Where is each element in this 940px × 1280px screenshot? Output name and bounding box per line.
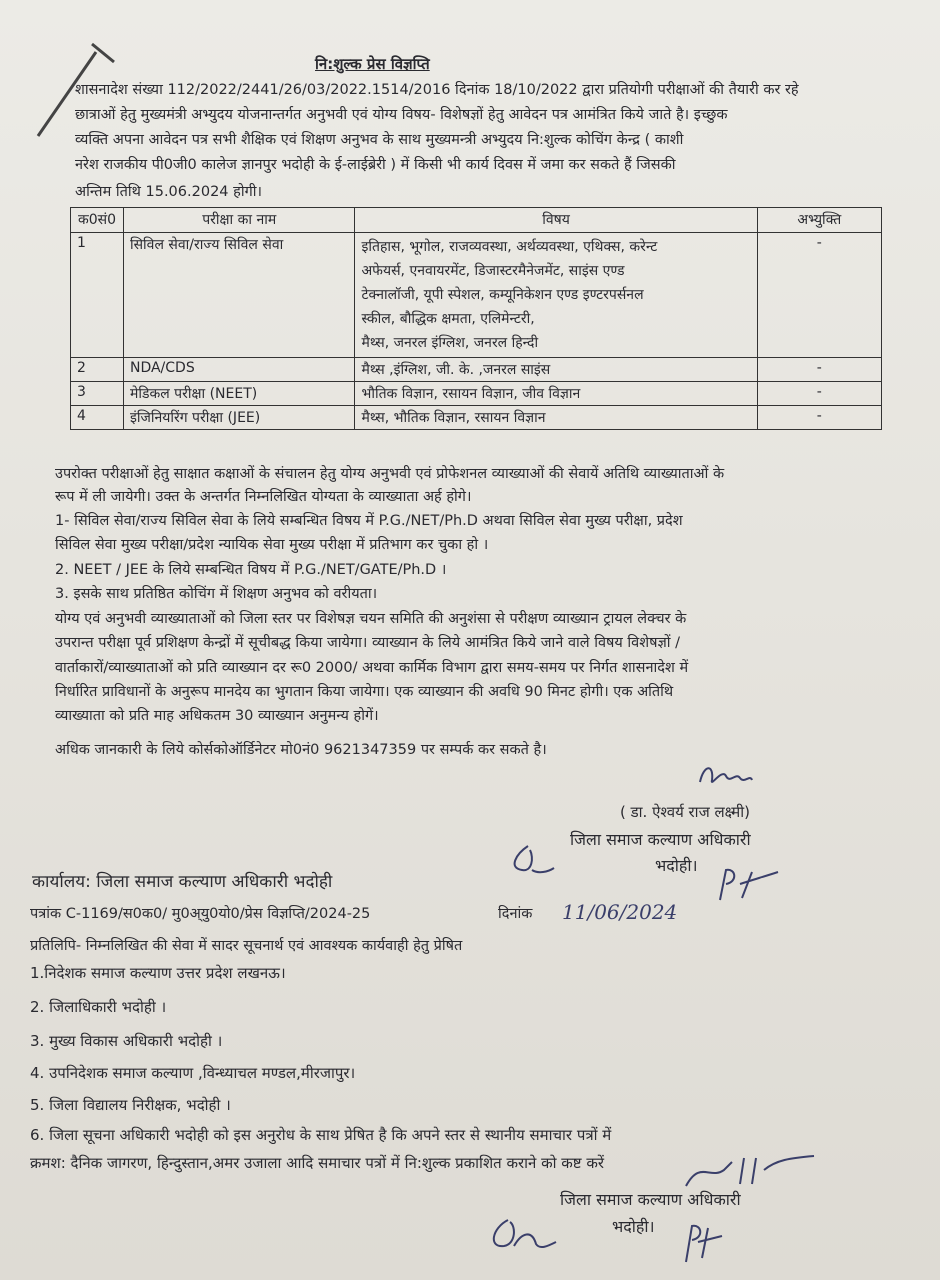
subject-line: अफेयर्स, एनवायरमेंट, डिजास्टरमैनेजमेंट, साइंस एण्ड <box>361 263 625 279</box>
list-item: 4. उपनिदेशक समाज कल्याण ,विन्ध्याचल मण्डल,मीरजापुर। <box>30 1064 356 1082</box>
body-line: उपरान्त परीक्षा पूर्व प्रशिक्षण केन्द्रों में सूचीबद्ध किया जायेगा। व्याख्यान के लिये आमंत्रित किये जाने वाले विषय विशेषज्ञों / <box>55 635 681 651</box>
list-item: 6. जिला सूचना अधिकारी भदोही को इस अनुरोध के साथ प्रेषित है कि अपने स्तर से स्थानीय समाचार पत्रों में <box>30 1126 612 1144</box>
header-exam: परीक्षा का नाम <box>123 208 355 233</box>
list-item: 3. मुख्य विकास अधिकारी भदोही । <box>30 1032 223 1050</box>
list-item: क्रमश: दैनिक जागरण, हिन्दुस्तान,अमर उजाला आदि समाचार पत्रों में नि:शुल्क प्रकाशित कराने को कष्ट करें <box>30 1154 604 1172</box>
intro-line: अन्तिम तिथि 15.06.2024 होगी। <box>75 184 262 200</box>
date-label: दिनांक <box>498 906 533 922</box>
row-exam: सिविल सेवा/राज्य सिविल सेवा <box>123 233 355 358</box>
table-row <box>71 382 882 406</box>
row-subjects: भौतिक विज्ञान, रसायन विज्ञान, जीव विज्ञान <box>355 382 757 406</box>
body-line: 3. इसके साथ प्रतिष्ठित कोचिंग में शिक्षण अनुभव को वरीयता। <box>55 586 378 602</box>
row-sno: 1 <box>71 233 124 358</box>
pratilipi-line: प्रतिलिपि- निम्नलिखित की सेवा में सादर सूचनार्थ एवं आवश्यक कार्यवाही हेतु प्रेषित <box>30 938 463 954</box>
body-line: 2. NEET / JEE के लिये सम्बन्धित विषय में P.G./NET/GATE/Ph.D । <box>55 562 447 578</box>
row-exam: NDA/CDS <box>123 358 355 382</box>
intro-line: छात्राओं हेतु मुख्यमंत्री अभ्युदय योजनान्तर्गत अनुभवी एवं योग्य विषय- विशेषज्ञों हेतु आवेदन पत्र आमंत्रित किये जाते है। इच्छुक <box>75 107 728 123</box>
list-item: 1.निदेशक समाज कल्याण उत्तर प्रदेश लखनऊ। <box>30 964 286 982</box>
row-sno: 2 <box>71 358 124 382</box>
row-remark: - <box>757 358 881 382</box>
signature-scribble <box>692 758 756 796</box>
row-remark: - <box>757 233 881 358</box>
body-line: वार्ताकारों/व्याख्याताओं को प्रति व्याख्यान दर रू0 2000/ अथवा कार्मिक विभाग द्वारा समय-समय पर निर्गत शासनादेश में <box>55 660 689 676</box>
initial-scribble <box>676 1218 726 1268</box>
row-sno: 3 <box>71 382 124 406</box>
signatory2-place: भदोही। <box>612 1217 655 1236</box>
header-subjects: विषय <box>355 208 757 233</box>
table-row <box>71 358 882 382</box>
header-sno: क0सं0 <box>71 208 124 233</box>
body-line: व्याख्याता को प्रति माह अधिकतम 30 व्याख्यान अनुमन्य होगें। <box>55 708 379 724</box>
initial-scribble <box>498 840 558 884</box>
subject-line: टेक्नालॉजी, यूपी स्पेशल, कम्यूनिकेशन एण्ड इण्टरपर्सनल <box>361 287 644 303</box>
subject-line: मैथ्स, जनरल इंग्लिश, जनरल हिन्दी <box>361 335 539 351</box>
body-line: 1- सिविल सेवा/राज्य सिविल सेवा के लिये सम्बन्धित विषय में P.G./NET/Ph.D अथवा सिविल सेवा मुख्य परीक्षा, प्रदेश <box>55 513 683 529</box>
body-line: सिविल सेवा मुख्य परीक्षा/प्रदेश न्यायिक सेवा मुख्य परीक्षा में प्रतिभाग कर चुका हो । <box>55 537 489 553</box>
body-line: उपरोक्त परीक्षाओं हेतु साक्षात कक्षाओं के संचालन हेतु योग्य अनुभवी एवं प्रोफेशनल व्याख्याओं की सेवायें अतिथि व्याख्याताओं के <box>55 466 725 482</box>
list-item: 2. जिलाधिकारी भदोही । <box>30 998 167 1016</box>
date-value: 11/06/2024 <box>562 900 678 924</box>
signatory-place: भदोही। <box>655 856 698 875</box>
body-line: योग्य एवं अनुभवी व्याख्याताओं को जिला स्तर पर विशेषज्ञ चयन समिति की अनुशंसा से परीक्षण व्याख्यान ट्रायल लेक्चर के <box>55 611 687 627</box>
row-exam: इंजिनियरिंग परीक्षा (JEE) <box>123 406 355 430</box>
subject-line: इतिहास, भूगोल, राजव्यवस्था, अर्थव्यवस्था, एथिक्स, करेन्ट <box>361 239 658 255</box>
body-line: रूप में ली जायेगी। उक्त के अन्तर्गत निम्नलिखित योग्यता के व्याख्याता अर्ह होगे। <box>55 489 472 505</box>
row-subjects: मैथ्स ,इंग्लिश, जी. के. ,जनरल साइंस <box>355 358 757 382</box>
body-line: निर्धारित प्राविधानों के अनुरूप मानदेय का भुगतान किया जायेगा। एक व्याख्यान की अवधि 90 मिनट होगी। एक अतिथि <box>55 684 674 700</box>
table-row <box>71 233 882 358</box>
row-exam: मेडिकल परीक्षा (NEET) <box>123 382 355 406</box>
intro-line: शासनादेश संख्या 112/2022/2441/26/03/2022.1514/2016 दिनांक 18/10/2022 द्वारा प्रतियोगी परीक्षाओं की तैयारी कर रहे <box>75 82 799 98</box>
list-item: 5. जिला विद्यालय निरीक्षक, भदोही । <box>30 1096 231 1114</box>
table-header-row <box>71 208 882 233</box>
table-row <box>71 406 882 430</box>
body-line: अधिक जानकारी के लिये कोर्सकोऑर्डिनेटर मो0नं0 9621347359 पर सम्पर्क कर सकते है। <box>55 742 547 758</box>
header-remark: अभ्युक्ति <box>757 208 881 233</box>
pen-mark-icon <box>30 36 120 146</box>
press-release-heading: नि:शुल्क प्रेस विज्ञप्ति <box>315 55 430 73</box>
intro-line: व्यक्ति अपना आवेदन पत्र सभी शैक्षिक एवं शिक्षण अनुभव के साथ मुख्यमन्त्री अभ्युदय नि:शुल्क कोचिंग केन्द्र ( काशी <box>75 132 684 148</box>
letter-reference: पत्रांक C-1169/स0क0/ मु0अ्यु0यो0/प्रेस विज्ञप्ति/2024-25 <box>30 906 371 922</box>
row-subjects <box>355 233 757 358</box>
signatory-name: ( डा. ऐश्वर्य राज लक्ष्मी) <box>620 803 751 821</box>
signatory-designation: जिला समाज कल्याण अधिकारी <box>570 830 751 849</box>
row-remark: - <box>757 382 881 406</box>
subject-line: स्कील, बौद्धिक क्षमता, एलिमेन्टरी, <box>361 311 535 327</box>
date-scribble <box>680 1150 820 1194</box>
row-sno: 4 <box>71 406 124 430</box>
intro-line: नरेश राजकीय पी0जी0 कालेज ज्ञानपुर भदोही के ई-लाईब्रेरी ) में किसी भी कार्य दिवस में जमा कर सकते हैं जिसकी <box>75 157 676 173</box>
row-subjects: मैथ्स, भौतिक विज्ञान, रसायन विज्ञान <box>355 406 757 430</box>
signatory2-designation: जिला समाज कल्याण अधिकारी <box>560 1190 741 1209</box>
office-line: कार्यालय: जिला समाज कल्याण अधिकारी भदोही <box>32 872 333 892</box>
row-remark: - <box>757 406 881 430</box>
subjects-table <box>70 207 882 430</box>
initial-scribble <box>482 1212 562 1256</box>
initial-scribble <box>712 864 782 908</box>
